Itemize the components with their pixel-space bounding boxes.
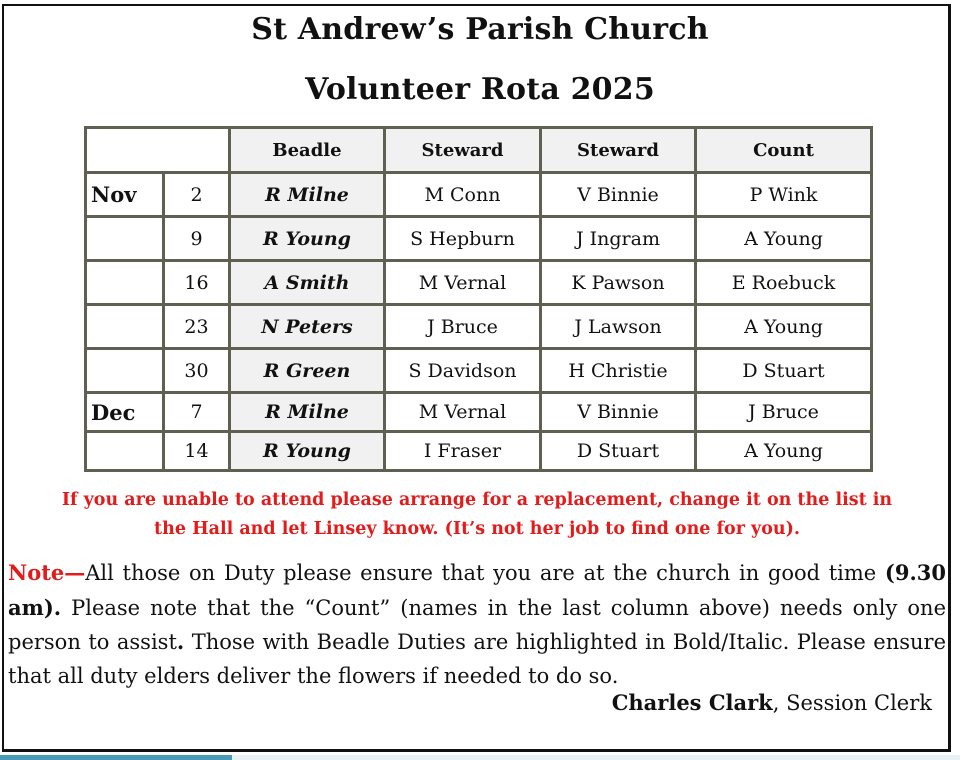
- table-row: [86, 393, 872, 432]
- header-count: Count: [696, 128, 872, 173]
- note-text-3: Those with Beadle Duties are highlighted in Bold/Italic. Please ensure that all duty elders deliver the flowers if needed to do so.: [8, 630, 947, 688]
- header-beadle: Beadle: [230, 128, 385, 173]
- beadle-cell: N Peters: [230, 305, 385, 349]
- count-cell: E Roebuck: [696, 261, 872, 305]
- day-cell: 9: [164, 217, 230, 261]
- day-cell: 7: [164, 393, 230, 432]
- steward1-cell: M Vernal: [385, 261, 541, 305]
- beadle-cell: R Young: [230, 217, 385, 261]
- beadle-cell: R Green: [230, 349, 385, 393]
- page-subtitle: Volunteer Rota 2025: [305, 72, 655, 107]
- signature-role: , Session Clerk: [772, 691, 932, 715]
- steward2-cell: V Binnie: [541, 173, 696, 217]
- table-row: [86, 261, 872, 305]
- steward1-cell: J Bruce: [385, 305, 541, 349]
- table-row: [86, 305, 872, 349]
- day-cell: 16: [164, 261, 230, 305]
- note-text-1: All those on Duty please ensure that you are at the church in good time: [85, 561, 885, 585]
- steward2-cell: J Lawson: [541, 305, 696, 349]
- steward2-cell: K Pawson: [541, 261, 696, 305]
- table-row: [86, 217, 872, 261]
- count-cell: A Young: [696, 305, 872, 349]
- steward1-cell: S Davidson: [385, 349, 541, 393]
- note-label: Note—: [8, 560, 86, 585]
- month-cell: [86, 432, 164, 471]
- steward1-cell: I Fraser: [385, 432, 541, 471]
- page-title: St Andrew’s Parish Church: [251, 12, 709, 47]
- day-cell: 23: [164, 305, 230, 349]
- note-dot: .: [176, 629, 185, 654]
- signature-name: Charles Clark: [611, 690, 773, 715]
- steward1-cell: M Conn: [385, 173, 541, 217]
- month-cell: [86, 305, 164, 349]
- count-cell: A Young: [696, 432, 872, 471]
- rota-table: [84, 126, 873, 472]
- month-cell: Nov: [86, 173, 164, 217]
- table-header-row: [86, 128, 872, 173]
- month-cell: Dec: [86, 393, 164, 432]
- count-cell: A Young: [696, 217, 872, 261]
- day-cell: 30: [164, 349, 230, 393]
- steward1-cell: S Hepburn: [385, 217, 541, 261]
- header-steward-2: Steward: [541, 128, 696, 173]
- beadle-cell: R Milne: [230, 393, 385, 432]
- steward2-cell: H Christie: [541, 349, 696, 393]
- bottom-edge-bar: [0, 755, 232, 760]
- steward2-cell: V Binnie: [541, 393, 696, 432]
- header-steward-1: Steward: [385, 128, 541, 173]
- warning-line-2: the Hall and let Linsey know. (It’s not her job to find one for you).: [154, 519, 800, 539]
- count-cell: P Wink: [696, 173, 872, 217]
- table-row: [86, 349, 872, 393]
- month-cell: [86, 349, 164, 393]
- steward2-cell: D Stuart: [541, 432, 696, 471]
- month-cell: [86, 217, 164, 261]
- warning-line-1: If you are unable to attend please arrange for a replacement, change it on the list in: [61, 490, 893, 510]
- day-cell: 14: [164, 432, 230, 471]
- note-time: (9.30 am).: [8, 560, 946, 620]
- bottom-edge-bar-light: [232, 755, 960, 760]
- table-row: [86, 173, 872, 217]
- beadle-cell: A Smith: [230, 261, 385, 305]
- replacement-warning: [8, 486, 946, 544]
- note-text-2: Please note that the “Count” (names in the last column above) needs only one person to assist: [8, 595, 946, 654]
- steward1-cell: M Vernal: [385, 393, 541, 432]
- table-row: [86, 432, 872, 471]
- count-cell: J Bruce: [696, 393, 872, 432]
- beadle-cell: R Young: [230, 432, 385, 471]
- month-cell: [86, 261, 164, 305]
- duty-note: [8, 556, 946, 693]
- steward2-cell: J Ingram: [541, 217, 696, 261]
- day-cell: 2: [164, 173, 230, 217]
- signature: [612, 690, 932, 715]
- beadle-cell: R Milne: [230, 173, 385, 217]
- count-cell: D Stuart: [696, 349, 872, 393]
- header-blank: [86, 128, 230, 173]
